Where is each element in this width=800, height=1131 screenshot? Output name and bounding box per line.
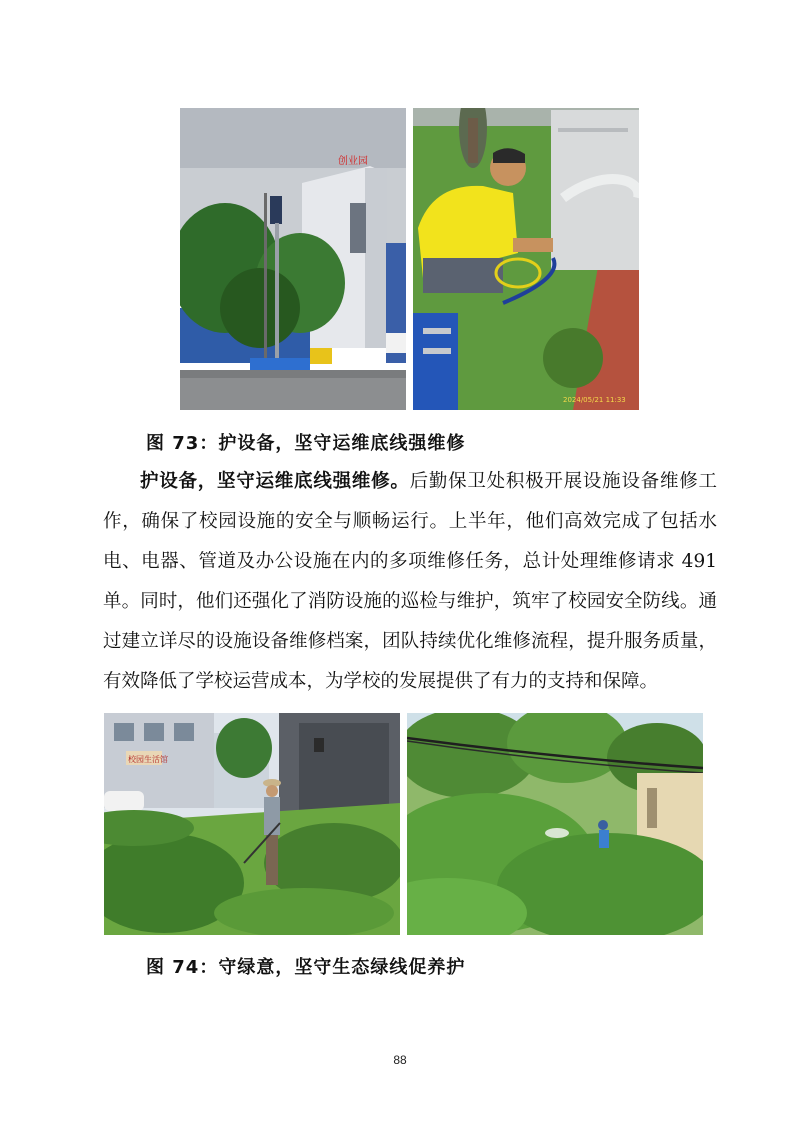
page-number: 88 [393,1053,407,1067]
paragraph-lead: 护设备，坚守运维底线强维修。 [140,471,410,492]
sign-text: 创业园 [338,156,368,167]
photo-grass-trimming [104,713,400,935]
photo-timestamp: 2024/05/21 11:33 [563,396,626,404]
body-paragraph [103,462,717,702]
paragraph-text [103,462,717,702]
photo-vegetation-clearing [407,713,703,935]
photo-ac-repair [413,108,639,410]
paragraph-body: 后勤保卫处积极开展设施设备维修工作，确保了校园设施的安全与顺畅运行。上半年，他们高效完成了包括水电、电器、管道及办公设施在内的多项维修任务，总计处理维修请求 491 单。同时，他们还强化了消防设施的巡检与维护，筑牢了校园安全防线。通过建立详尽的设施设备维修档案，团队持续优化维修流程，提升服务质量，有效降低了学校运营成本，为学校的发展提供了有力的支持和保障。 [103,471,717,692]
figure-73-caption: 图 73：护设备，坚守运维底线强维修 [146,433,466,454]
photo-streetlight-repair [180,108,406,410]
shop-sign: 校园生活馆 [128,755,168,764]
figure-74-caption: 图 74：守绿意，坚守生态绿线促养护 [146,957,466,978]
